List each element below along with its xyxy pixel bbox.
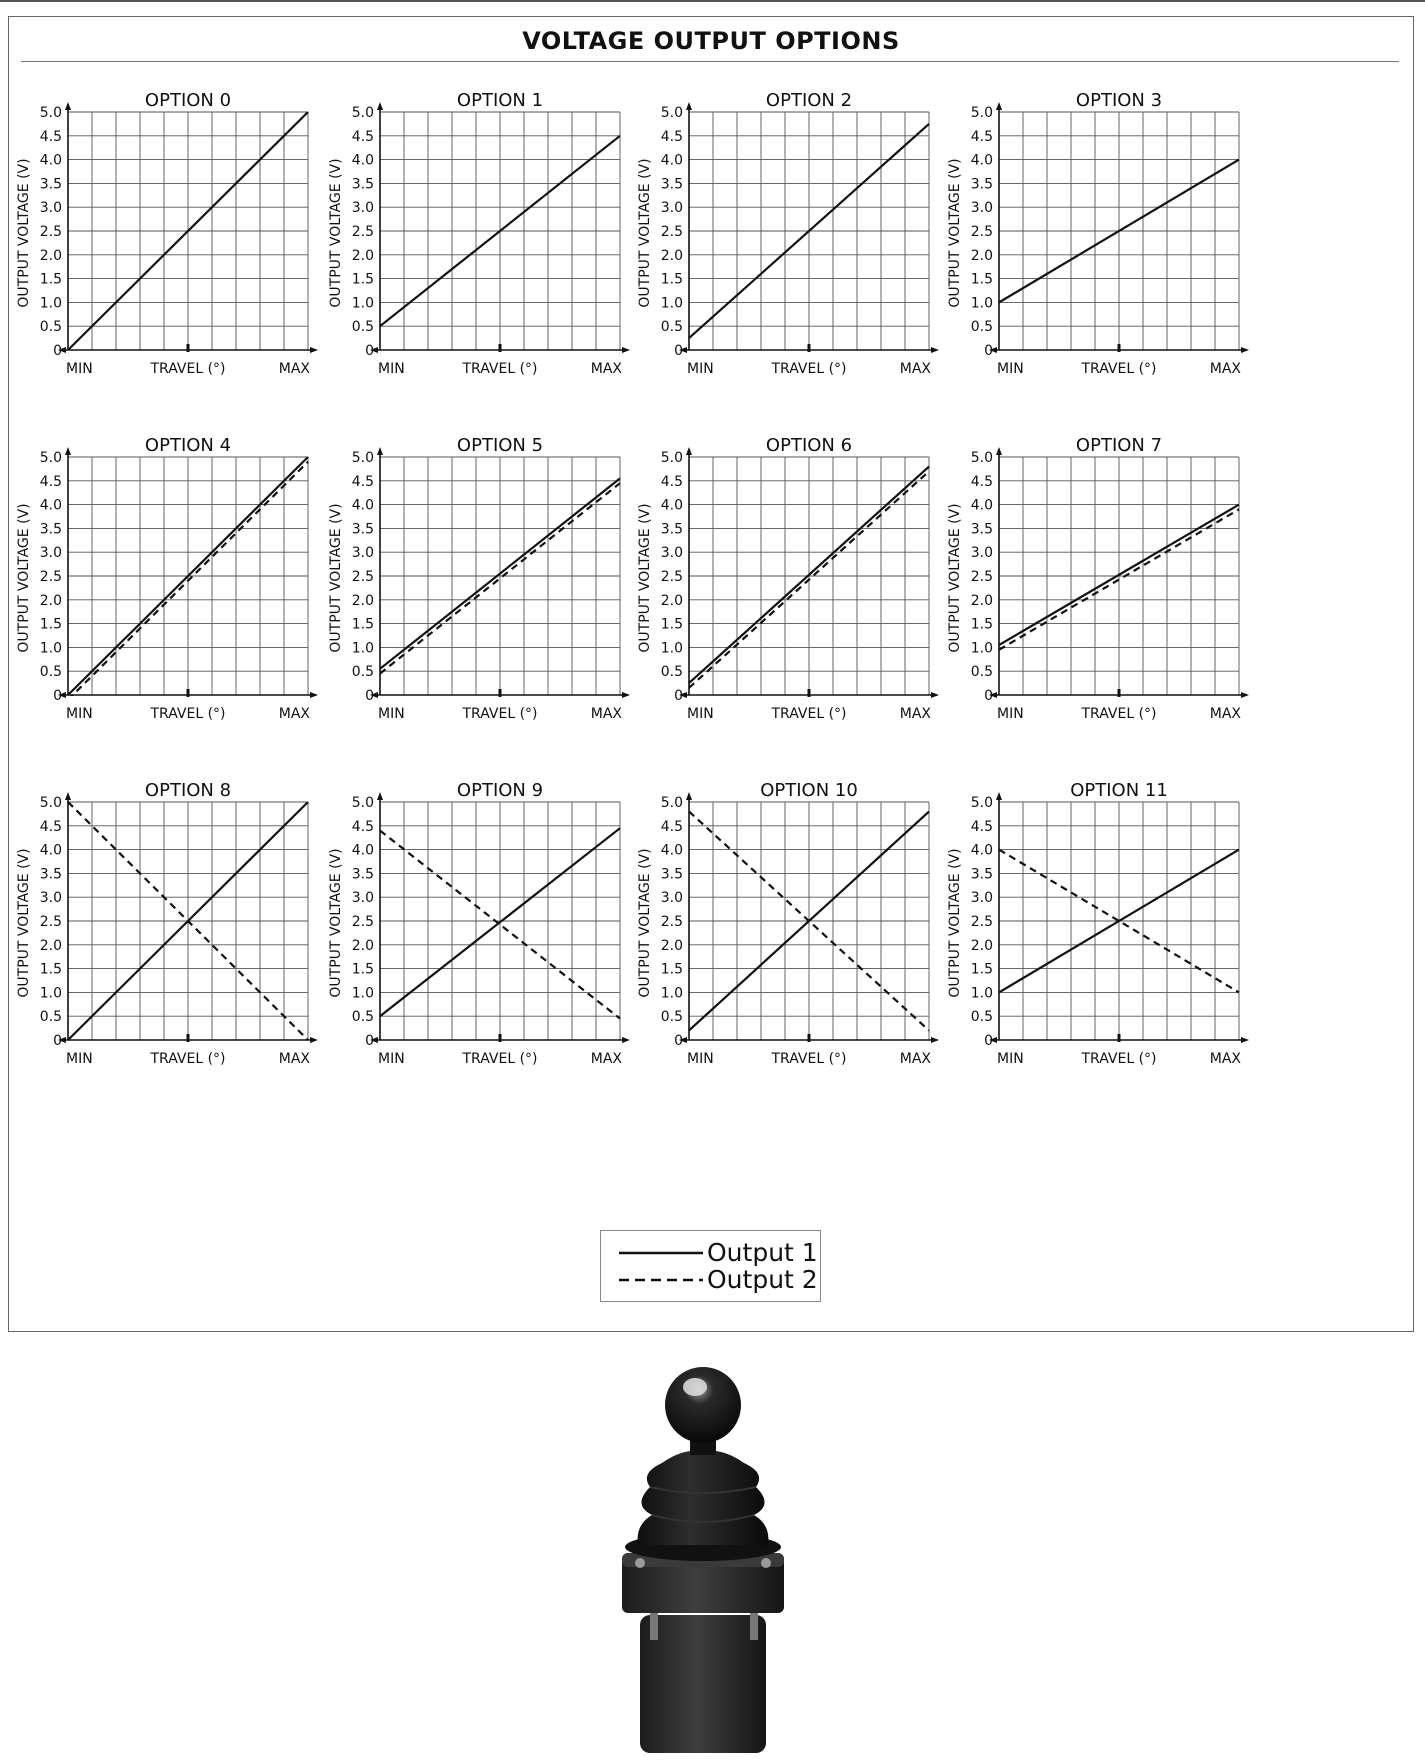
x-axis-mid-tick: [499, 1034, 502, 1042]
page-title: VOLTAGE OUTPUT OPTIONS: [522, 27, 900, 55]
y-tick-label: 3.0: [39, 545, 62, 562]
x-max-label: MAX: [590, 1051, 622, 1067]
y-tick-label: 2.5: [970, 569, 993, 585]
y-tick-label: 4.0: [660, 152, 683, 169]
y-tick-label: 5.0: [351, 450, 374, 466]
chart-title: OPTION 10: [760, 780, 858, 801]
y-tick-label: 5.0: [351, 105, 374, 121]
y-tick-label: 4.0: [39, 497, 62, 514]
legend-item-output-1: [601, 1239, 820, 1267]
y-tick-label: 0.5: [970, 1009, 993, 1026]
y-tick-label: 0.5: [39, 319, 62, 336]
y-tick-label: 3.0: [39, 200, 62, 217]
x-max-label: MAX: [1209, 361, 1241, 377]
y-tick-label: 0.5: [970, 664, 993, 681]
x-axis-arrow-right: [622, 692, 630, 698]
y-tick-label: 5.0: [970, 450, 993, 466]
x-max-label: MAX: [899, 361, 931, 377]
x-axis-arrow-right: [310, 347, 318, 353]
chart-option-1: [328, 90, 630, 377]
x-axis-arrow-right: [622, 347, 630, 353]
y-tick-label: 3.5: [351, 866, 374, 883]
chart-option-5: [328, 435, 630, 722]
y-tick-label: 2.0: [351, 937, 374, 954]
y-tick-label: 2.5: [970, 914, 993, 930]
y-axis-title: OUTPUT VOLTAGE (V): [637, 848, 653, 998]
y-tick-label: 4.5: [970, 128, 993, 145]
x-mid-label: TRAVEL (°): [462, 1051, 538, 1067]
y-tick-label: 0: [984, 1033, 993, 1049]
x-axis-mid-tick: [1118, 1034, 1121, 1042]
chart-title: OPTION 4: [144, 435, 232, 456]
y-tick-label: 4.5: [351, 128, 374, 145]
x-max-label: MAX: [899, 706, 931, 722]
y-tick-label: 1.5: [39, 616, 62, 633]
y-tick-label: 4.0: [660, 842, 683, 859]
voltage-output-options-panel: [8, 16, 1414, 1332]
y-tick-label: 5.0: [970, 105, 993, 121]
y-tick-label: 0.5: [351, 319, 374, 336]
x-axis-arrow-right: [931, 692, 939, 698]
x-axis-mid-tick: [187, 689, 190, 697]
y-tick-label: 1.0: [970, 985, 993, 1002]
y-tick-label: 3.5: [970, 866, 993, 883]
x-axis-arrow-right: [310, 692, 318, 698]
y-tick-label: 0: [984, 688, 993, 704]
y-tick-label: 0.5: [39, 664, 62, 681]
x-min-label: MIN: [997, 361, 1024, 377]
y-axis-title: OUTPUT VOLTAGE (V): [328, 158, 344, 308]
legend: [600, 1230, 821, 1302]
chart-title: OPTION 5: [456, 435, 544, 456]
y-tick-label: 1.0: [39, 985, 62, 1002]
chart-option-3: [947, 90, 1249, 377]
x-mid-label: TRAVEL (°): [1081, 361, 1157, 377]
legend-label-output-1: Output 1: [707, 1238, 818, 1267]
y-tick-label: 3.5: [351, 176, 374, 193]
y-tick-label: 3.0: [351, 200, 374, 217]
y-tick-label: 0.5: [970, 319, 993, 336]
solid-line-swatch: [619, 1247, 703, 1259]
charts-grid: [9, 17, 1415, 1333]
y-tick-label: 4.5: [660, 473, 683, 490]
y-axis-title: OUTPUT VOLTAGE (V): [947, 503, 963, 653]
y-axis-arrow: [996, 102, 1002, 110]
x-axis-arrow-right: [622, 1037, 630, 1043]
chart-option-0: [16, 90, 318, 377]
y-tick-label: 1.0: [660, 985, 683, 1002]
x-axis-mid-tick: [1118, 689, 1121, 697]
x-max-label: MAX: [1209, 706, 1241, 722]
y-tick-label: 4.5: [351, 473, 374, 490]
y-axis-arrow: [686, 792, 692, 800]
y-tick-label: 3.0: [970, 890, 993, 907]
x-min-label: MIN: [687, 361, 714, 377]
y-tick-label: 1.5: [970, 271, 993, 288]
y-tick-label: 3.0: [351, 545, 374, 562]
y-tick-label: 1.0: [351, 985, 374, 1002]
x-min-label: MIN: [997, 706, 1024, 722]
y-tick-label: 1.5: [39, 271, 62, 288]
y-axis-title: OUTPUT VOLTAGE (V): [328, 503, 344, 653]
y-axis-title: OUTPUT VOLTAGE (V): [16, 503, 32, 653]
chart-option-8: [16, 780, 318, 1067]
x-axis-arrow-right: [1241, 692, 1249, 698]
x-axis-arrow-right: [310, 1037, 318, 1043]
y-tick-label: 2.0: [660, 937, 683, 954]
y-tick-label: 2.5: [660, 914, 683, 930]
y-tick-label: 1.0: [39, 295, 62, 312]
x-min-label: MIN: [378, 1051, 405, 1067]
x-mid-label: TRAVEL (°): [150, 706, 226, 722]
chart-option-9: [328, 780, 630, 1067]
y-tick-label: 1.5: [970, 961, 993, 978]
y-tick-label: 5.0: [970, 795, 993, 811]
y-tick-label: 5.0: [39, 795, 62, 811]
y-tick-label: 0.5: [660, 1009, 683, 1026]
y-axis-title: OUTPUT VOLTAGE (V): [328, 848, 344, 998]
y-axis-title: OUTPUT VOLTAGE (V): [16, 848, 32, 998]
y-tick-label: 1.5: [351, 616, 374, 633]
x-mid-label: TRAVEL (°): [150, 1051, 226, 1067]
x-max-label: MAX: [590, 706, 622, 722]
y-tick-label: 4.5: [39, 128, 62, 145]
y-tick-label: 2.5: [970, 224, 993, 240]
y-tick-label: 3.5: [970, 521, 993, 538]
chart-title: OPTION 8: [144, 780, 232, 801]
y-tick-label: 0: [674, 343, 683, 359]
y-tick-label: 0.5: [660, 664, 683, 681]
y-tick-label: 2.5: [660, 569, 683, 585]
x-axis-mid-tick: [187, 1034, 190, 1042]
y-tick-label: 1.0: [660, 640, 683, 657]
x-min-label: MIN: [378, 361, 405, 377]
y-tick-label: 2.0: [351, 592, 374, 609]
joystick-image: [610, 1365, 800, 1757]
y-tick-label: 3.5: [660, 176, 683, 193]
y-axis-title: OUTPUT VOLTAGE (V): [947, 158, 963, 308]
y-tick-label: 2.0: [970, 937, 993, 954]
chart-option-10: [637, 780, 939, 1067]
y-tick-label: 4.5: [970, 818, 993, 835]
x-min-label: MIN: [687, 1051, 714, 1067]
x-min-label: MIN: [687, 706, 714, 722]
y-tick-label: 3.5: [660, 521, 683, 538]
y-tick-label: 4.5: [39, 473, 62, 490]
chart-title: OPTION 1: [456, 90, 544, 111]
y-tick-label: 0: [674, 688, 683, 704]
x-axis-arrow-right: [1241, 347, 1249, 353]
y-axis-arrow: [65, 102, 71, 110]
chart-title: OPTION 11: [1070, 780, 1168, 801]
x-max-label: MAX: [278, 361, 310, 377]
legend-label-output-2: Output 2: [707, 1265, 818, 1294]
chart-title: OPTION 0: [144, 90, 232, 111]
y-tick-label: 2.0: [39, 937, 62, 954]
y-tick-label: 4.0: [351, 842, 374, 859]
x-axis-arrow-right: [931, 347, 939, 353]
y-tick-label: 5.0: [660, 795, 683, 811]
y-tick-label: 0.5: [660, 319, 683, 336]
y-tick-label: 4.0: [970, 497, 993, 514]
x-max-label: MAX: [899, 1051, 931, 1067]
y-tick-label: 3.5: [351, 521, 374, 538]
y-tick-label: 5.0: [39, 450, 62, 466]
chart-title: OPTION 9: [456, 780, 544, 801]
y-tick-label: 4.0: [970, 842, 993, 859]
y-tick-label: 3.5: [39, 866, 62, 883]
y-tick-label: 1.0: [351, 295, 374, 312]
y-tick-label: 2.5: [351, 914, 374, 930]
y-tick-label: 1.5: [970, 616, 993, 633]
top-rule: [0, 0, 1425, 2]
y-tick-label: 5.0: [39, 105, 62, 121]
y-tick-label: 4.0: [351, 497, 374, 514]
y-tick-label: 0: [53, 343, 62, 359]
y-tick-label: 1.0: [970, 295, 993, 312]
x-mid-label: TRAVEL (°): [462, 706, 538, 722]
y-tick-label: 3.0: [970, 545, 993, 562]
y-tick-label: 5.0: [660, 450, 683, 466]
y-tick-label: 2.0: [39, 592, 62, 609]
chart-option-7: [947, 435, 1249, 722]
x-mid-label: TRAVEL (°): [1081, 706, 1157, 722]
y-tick-label: 1.5: [660, 961, 683, 978]
y-tick-label: 3.5: [660, 866, 683, 883]
x-axis-mid-tick: [808, 689, 811, 697]
chart-option-6: [637, 435, 939, 722]
y-tick-label: 3.0: [660, 545, 683, 562]
y-tick-label: 3.0: [660, 200, 683, 217]
y-axis-arrow: [686, 447, 692, 455]
chart-title: OPTION 7: [1075, 435, 1163, 456]
y-tick-label: 4.5: [660, 128, 683, 145]
y-axis-arrow: [65, 792, 71, 800]
y-tick-label: 0: [674, 1033, 683, 1049]
chart-option-2: [637, 90, 939, 377]
chart-title: OPTION 6: [765, 435, 853, 456]
y-tick-label: 0: [984, 343, 993, 359]
x-axis-mid-tick: [499, 344, 502, 352]
y-tick-label: 1.0: [660, 295, 683, 312]
y-axis-title: OUTPUT VOLTAGE (V): [947, 848, 963, 998]
x-max-label: MAX: [1209, 1051, 1241, 1067]
chart-grid: [380, 457, 620, 695]
y-axis-arrow: [377, 447, 383, 455]
x-axis-mid-tick: [187, 344, 190, 352]
x-min-label: MIN: [66, 706, 93, 722]
y-tick-label: 4.0: [351, 152, 374, 169]
y-tick-label: 1.5: [39, 961, 62, 978]
chart-option-11: [947, 780, 1249, 1067]
y-tick-label: 4.5: [39, 818, 62, 835]
x-axis-arrow-right: [1241, 1037, 1249, 1043]
chart-title: OPTION 2: [765, 90, 853, 111]
y-tick-label: 3.5: [39, 521, 62, 538]
y-tick-label: 2.0: [970, 592, 993, 609]
y-tick-label: 4.0: [39, 152, 62, 169]
y-tick-label: 2.5: [39, 914, 62, 930]
y-tick-label: 1.0: [970, 640, 993, 657]
y-tick-label: 0: [53, 1033, 62, 1049]
y-tick-label: 5.0: [351, 795, 374, 811]
y-axis-title: OUTPUT VOLTAGE (V): [637, 503, 653, 653]
y-tick-label: 0: [365, 1033, 374, 1049]
x-max-label: MAX: [278, 1051, 310, 1067]
x-mid-label: TRAVEL (°): [771, 706, 847, 722]
y-tick-label: 1.5: [660, 616, 683, 633]
y-axis-arrow: [377, 102, 383, 110]
y-tick-label: 2.0: [39, 247, 62, 264]
legend-item-output-2: [601, 1266, 820, 1294]
y-tick-label: 0.5: [351, 1009, 374, 1026]
y-tick-label: 0: [365, 688, 374, 704]
y-tick-label: 2.5: [39, 569, 62, 585]
y-tick-label: 2.5: [351, 569, 374, 585]
x-axis-mid-tick: [1118, 344, 1121, 352]
y-tick-label: 0: [365, 343, 374, 359]
y-tick-label: 1.5: [351, 271, 374, 288]
x-mid-label: TRAVEL (°): [150, 361, 226, 377]
y-tick-label: 3.0: [351, 890, 374, 907]
y-tick-label: 4.5: [970, 473, 993, 490]
y-tick-label: 2.0: [660, 247, 683, 264]
y-axis-arrow: [686, 102, 692, 110]
y-axis-arrow: [377, 792, 383, 800]
x-mid-label: TRAVEL (°): [771, 361, 847, 377]
y-tick-label: 2.5: [351, 224, 374, 240]
y-tick-label: 4.0: [970, 152, 993, 169]
chart-option-4: [16, 435, 318, 722]
y-tick-label: 2.5: [660, 224, 683, 240]
y-tick-label: 3.5: [39, 176, 62, 193]
x-axis-mid-tick: [499, 689, 502, 697]
y-tick-label: 4.5: [351, 818, 374, 835]
y-tick-label: 2.0: [351, 247, 374, 264]
y-tick-label: 1.0: [351, 640, 374, 657]
y-tick-label: 0.5: [39, 1009, 62, 1026]
dashed-line-swatch: [619, 1274, 703, 1286]
y-tick-label: 5.0: [660, 105, 683, 121]
y-tick-label: 0: [53, 688, 62, 704]
y-axis-title: OUTPUT VOLTAGE (V): [637, 158, 653, 308]
y-tick-label: 4.0: [660, 497, 683, 514]
y-axis-title: OUTPUT VOLTAGE (V): [16, 158, 32, 308]
y-tick-label: 2.5: [39, 224, 62, 240]
y-tick-label: 1.5: [660, 271, 683, 288]
y-tick-label: 3.0: [39, 890, 62, 907]
x-max-label: MAX: [278, 706, 310, 722]
y-tick-label: 3.5: [970, 176, 993, 193]
y-tick-label: 3.0: [970, 200, 993, 217]
x-axis-arrow-right: [931, 1037, 939, 1043]
y-axis-arrow: [996, 447, 1002, 455]
chart-title: OPTION 3: [1075, 90, 1163, 111]
y-tick-label: 1.0: [39, 640, 62, 657]
y-tick-label: 4.5: [660, 818, 683, 835]
y-tick-label: 0.5: [351, 664, 374, 681]
x-mid-label: TRAVEL (°): [1081, 1051, 1157, 1067]
y-tick-label: 3.0: [660, 890, 683, 907]
x-min-label: MIN: [378, 706, 405, 722]
x-axis-mid-tick: [808, 1034, 811, 1042]
y-axis-arrow: [996, 792, 1002, 800]
x-mid-label: TRAVEL (°): [462, 361, 538, 377]
x-min-label: MIN: [997, 1051, 1024, 1067]
x-min-label: MIN: [66, 1051, 93, 1067]
x-min-label: MIN: [66, 361, 93, 377]
y-axis-arrow: [65, 447, 71, 455]
x-max-label: MAX: [590, 361, 622, 377]
x-mid-label: TRAVEL (°): [771, 1051, 847, 1067]
y-tick-label: 2.0: [970, 247, 993, 264]
y-tick-label: 2.0: [660, 592, 683, 609]
y-tick-label: 1.5: [351, 961, 374, 978]
y-tick-label: 4.0: [39, 842, 62, 859]
x-axis-mid-tick: [808, 344, 811, 352]
